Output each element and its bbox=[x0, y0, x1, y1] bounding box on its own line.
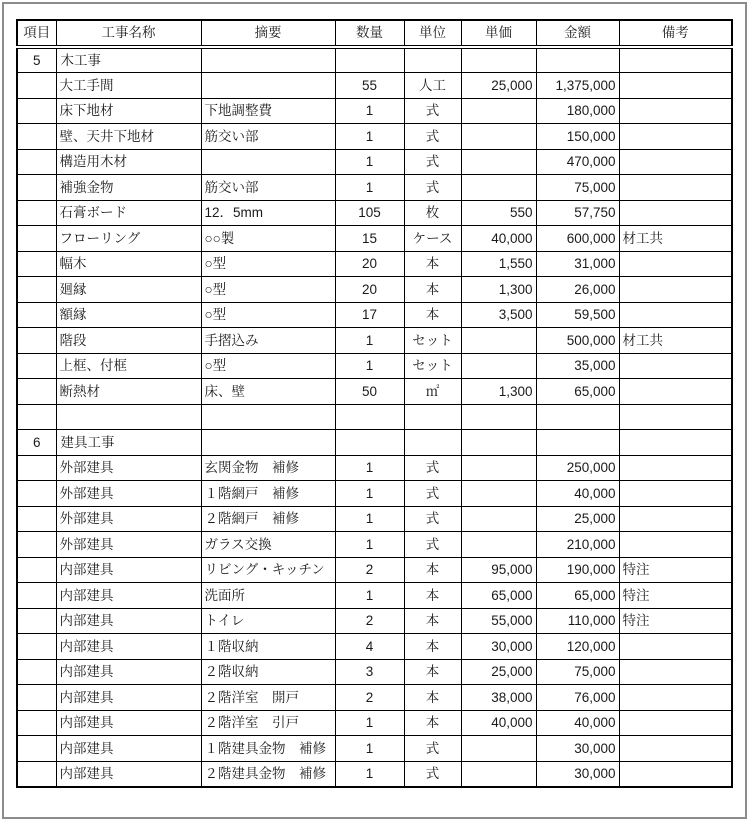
table-row bbox=[17, 226, 732, 252]
cell-summary: ガラス交換 bbox=[201, 532, 335, 558]
cell-summary bbox=[201, 430, 335, 456]
cell-summary: １階収納 bbox=[201, 634, 335, 660]
cell-note bbox=[619, 277, 732, 303]
table-row bbox=[17, 583, 732, 609]
cell-qty: 2 bbox=[335, 608, 404, 634]
table-row bbox=[17, 761, 732, 787]
cell-unit: 本 bbox=[404, 251, 461, 277]
cell-amount: 210,000 bbox=[536, 532, 619, 558]
cell-amount: 120,000 bbox=[536, 634, 619, 660]
cell-unit: 式 bbox=[404, 455, 461, 481]
cell-summary: ○型 bbox=[201, 353, 335, 379]
cell-name: 外部建具 bbox=[56, 506, 201, 532]
cell-qty: 20 bbox=[335, 251, 404, 277]
cell-item_no bbox=[17, 149, 56, 175]
cell-note bbox=[619, 47, 732, 73]
cell-note: 特注 bbox=[619, 583, 732, 609]
table-row bbox=[17, 404, 732, 430]
table-row bbox=[17, 659, 732, 685]
column-header-name: 工事名称 bbox=[56, 20, 201, 47]
cell-unit_price bbox=[461, 98, 536, 124]
cell-unit: 本 bbox=[404, 302, 461, 328]
cell-unit: 本 bbox=[404, 659, 461, 685]
cell-item_no bbox=[17, 277, 56, 303]
cell-amount: 110,000 bbox=[536, 608, 619, 634]
cell-amount: 65,000 bbox=[536, 379, 619, 405]
cell-summary: １階建具金物 補修 bbox=[201, 736, 335, 762]
cell-qty: 1 bbox=[335, 532, 404, 558]
cell-item_no bbox=[17, 73, 56, 99]
cell-note bbox=[619, 532, 732, 558]
cell-unit_price: 40,000 bbox=[461, 710, 536, 736]
cell-name: 内部建具 bbox=[56, 583, 201, 609]
cell-amount: 250,000 bbox=[536, 455, 619, 481]
cell-note bbox=[619, 353, 732, 379]
cell-summary: トイレ bbox=[201, 608, 335, 634]
table-row bbox=[17, 557, 732, 583]
cell-summary: ２階網戸 補修 bbox=[201, 506, 335, 532]
cell-note bbox=[619, 659, 732, 685]
cell-summary: ２階収納 bbox=[201, 659, 335, 685]
cell-qty: 1 bbox=[335, 481, 404, 507]
cell-unit: 式 bbox=[404, 736, 461, 762]
cell-item_no bbox=[17, 353, 56, 379]
table-row bbox=[17, 481, 732, 507]
cell-unit_price bbox=[461, 149, 536, 175]
cell-amount: 57,750 bbox=[536, 200, 619, 226]
cell-unit_price bbox=[461, 353, 536, 379]
cell-name: フローリング bbox=[56, 226, 201, 252]
cell-amount: 1,375,000 bbox=[536, 73, 619, 99]
section-row bbox=[17, 430, 732, 456]
cell-name: 額縁 bbox=[56, 302, 201, 328]
cell-item_no bbox=[17, 175, 56, 201]
cell-note bbox=[619, 481, 732, 507]
table-row bbox=[17, 634, 732, 660]
cell-note bbox=[619, 379, 732, 405]
cell-note bbox=[619, 455, 732, 481]
cell-name: 木工事 bbox=[56, 47, 201, 73]
cell-unit_price bbox=[461, 430, 536, 456]
cell-unit: 式 bbox=[404, 149, 461, 175]
cell-amount: 150,000 bbox=[536, 124, 619, 150]
cell-name: 内部建具 bbox=[56, 634, 201, 660]
column-header-unit_price: 単価 bbox=[461, 20, 536, 47]
cell-amount: 190,000 bbox=[536, 557, 619, 583]
cell-unit_price: 1,550 bbox=[461, 251, 536, 277]
table-row bbox=[17, 98, 732, 124]
table-row bbox=[17, 277, 732, 303]
cell-name: 断熱材 bbox=[56, 379, 201, 405]
cell-name: 補強金物 bbox=[56, 175, 201, 201]
cell-unit_price bbox=[461, 404, 536, 430]
column-header-item_no: 項目 bbox=[17, 20, 56, 47]
table-row bbox=[17, 124, 732, 150]
cell-unit_price: 65,000 bbox=[461, 583, 536, 609]
table-row bbox=[17, 353, 732, 379]
cell-item_no bbox=[17, 532, 56, 558]
cell-amount: 76,000 bbox=[536, 685, 619, 711]
cell-name: 内部建具 bbox=[56, 710, 201, 736]
table-row bbox=[17, 175, 732, 201]
table-row bbox=[17, 736, 732, 762]
cell-unit_price bbox=[461, 736, 536, 762]
cell-unit_price: 1,300 bbox=[461, 277, 536, 303]
cell-item_no bbox=[17, 200, 56, 226]
cell-name: 内部建具 bbox=[56, 659, 201, 685]
cell-item_no bbox=[17, 557, 56, 583]
cell-qty: 1 bbox=[335, 353, 404, 379]
cell-unit_price bbox=[461, 47, 536, 73]
cell-unit: 人工 bbox=[404, 73, 461, 99]
cell-unit: 枚 bbox=[404, 200, 461, 226]
cell-qty: 1 bbox=[335, 149, 404, 175]
cell-item_no bbox=[17, 379, 56, 405]
cell-item_no bbox=[17, 583, 56, 609]
cell-qty: 4 bbox=[335, 634, 404, 660]
cell-note bbox=[619, 98, 732, 124]
cell-item_no bbox=[17, 608, 56, 634]
table-row bbox=[17, 328, 732, 354]
cell-name: 床下地材 bbox=[56, 98, 201, 124]
cell-amount: 500,000 bbox=[536, 328, 619, 354]
cell-note bbox=[619, 175, 732, 201]
table-row bbox=[17, 455, 732, 481]
cell-unit: 本 bbox=[404, 277, 461, 303]
cell-summary bbox=[201, 73, 335, 99]
column-header-summary: 摘要 bbox=[201, 20, 335, 47]
cell-note: 特注 bbox=[619, 557, 732, 583]
cell-name: 外部建具 bbox=[56, 481, 201, 507]
table-row bbox=[17, 532, 732, 558]
cell-name: 廻縁 bbox=[56, 277, 201, 303]
column-header-qty: 数量 bbox=[335, 20, 404, 47]
cell-summary: ２階洋室 開戸 bbox=[201, 685, 335, 711]
cell-unit: 式 bbox=[404, 506, 461, 532]
cell-qty: 3 bbox=[335, 659, 404, 685]
table-row bbox=[17, 710, 732, 736]
cell-summary: ２階洋室 引戸 bbox=[201, 710, 335, 736]
cell-amount: 35,000 bbox=[536, 353, 619, 379]
cell-name: 階段 bbox=[56, 328, 201, 354]
cell-name: 構造用木材 bbox=[56, 149, 201, 175]
table-body bbox=[17, 47, 732, 787]
cell-item_no bbox=[17, 710, 56, 736]
cell-name: 外部建具 bbox=[56, 455, 201, 481]
cell-summary: 筋交い部 bbox=[201, 175, 335, 201]
cell-note bbox=[619, 761, 732, 787]
cell-unit: 本 bbox=[404, 710, 461, 736]
cell-qty: 2 bbox=[335, 557, 404, 583]
cell-item_no bbox=[17, 736, 56, 762]
cell-qty bbox=[335, 404, 404, 430]
cell-summary: リビング・キッチン bbox=[201, 557, 335, 583]
cell-amount: 26,000 bbox=[536, 277, 619, 303]
cell-summary bbox=[201, 149, 335, 175]
cell-amount: 40,000 bbox=[536, 710, 619, 736]
cell-item_no bbox=[17, 98, 56, 124]
cell-summary: ○○製 bbox=[201, 226, 335, 252]
cell-unit_price bbox=[461, 532, 536, 558]
cell-summary: 床、壁 bbox=[201, 379, 335, 405]
cell-item_no bbox=[17, 328, 56, 354]
cell-item_no bbox=[17, 455, 56, 481]
cell-summary: 玄関金物 補修 bbox=[201, 455, 335, 481]
cell-amount: 25,000 bbox=[536, 506, 619, 532]
table-row bbox=[17, 73, 732, 99]
cell-qty: 55 bbox=[335, 73, 404, 99]
cell-summary: ○型 bbox=[201, 277, 335, 303]
cell-amount: 180,000 bbox=[536, 98, 619, 124]
cell-unit: 式 bbox=[404, 175, 461, 201]
cell-unit: 式 bbox=[404, 481, 461, 507]
cell-qty: 1 bbox=[335, 124, 404, 150]
cell-note bbox=[619, 506, 732, 532]
table-row bbox=[17, 251, 732, 277]
cell-unit bbox=[404, 47, 461, 73]
cell-unit_price: 3,500 bbox=[461, 302, 536, 328]
cell-name: 建具工事 bbox=[56, 430, 201, 456]
cell-item_no: 5 bbox=[17, 47, 56, 73]
table-row bbox=[17, 379, 732, 405]
cell-amount: 30,000 bbox=[536, 761, 619, 787]
cell-item_no bbox=[17, 404, 56, 430]
cell-amount: 75,000 bbox=[536, 659, 619, 685]
cell-unit: ㎡ bbox=[404, 379, 461, 405]
cell-unit_price: 38,000 bbox=[461, 685, 536, 711]
cell-name: 内部建具 bbox=[56, 557, 201, 583]
cell-note bbox=[619, 73, 732, 99]
cell-unit_price: 550 bbox=[461, 200, 536, 226]
cell-name: 内部建具 bbox=[56, 685, 201, 711]
cell-amount: 600,000 bbox=[536, 226, 619, 252]
cell-qty: 20 bbox=[335, 277, 404, 303]
cell-name: 石膏ボード bbox=[56, 200, 201, 226]
cell-unit_price bbox=[461, 506, 536, 532]
cell-unit_price: 1,300 bbox=[461, 379, 536, 405]
cell-amount: 40,000 bbox=[536, 481, 619, 507]
cell-item_no bbox=[17, 481, 56, 507]
cell-note bbox=[619, 430, 732, 456]
cell-summary bbox=[201, 404, 335, 430]
cell-summary: 下地調整費 bbox=[201, 98, 335, 124]
table-row bbox=[17, 302, 732, 328]
cell-unit_price bbox=[461, 761, 536, 787]
cell-unit: 式 bbox=[404, 761, 461, 787]
cell-name: 内部建具 bbox=[56, 608, 201, 634]
cell-unit_price: 25,000 bbox=[461, 659, 536, 685]
cell-summary: ２階建具金物 補修 bbox=[201, 761, 335, 787]
cell-unit_price: 25,000 bbox=[461, 73, 536, 99]
cell-note bbox=[619, 736, 732, 762]
cell-unit_price: 30,000 bbox=[461, 634, 536, 660]
cell-unit: 式 bbox=[404, 124, 461, 150]
cell-unit: セット bbox=[404, 328, 461, 354]
cell-note bbox=[619, 404, 732, 430]
cell-note bbox=[619, 685, 732, 711]
section-row bbox=[17, 47, 732, 73]
table-row bbox=[17, 149, 732, 175]
cell-qty: 2 bbox=[335, 685, 404, 711]
cell-name: 壁、天井下地材 bbox=[56, 124, 201, 150]
cell-note bbox=[619, 710, 732, 736]
cell-name: 内部建具 bbox=[56, 761, 201, 787]
cell-name bbox=[56, 404, 201, 430]
cell-unit_price: 40,000 bbox=[461, 226, 536, 252]
cell-note: 材工共 bbox=[619, 226, 732, 252]
cell-item_no bbox=[17, 124, 56, 150]
cell-summary: 洗面所 bbox=[201, 583, 335, 609]
cell-item_no bbox=[17, 685, 56, 711]
cell-name: 幅木 bbox=[56, 251, 201, 277]
cell-unit_price bbox=[461, 124, 536, 150]
cell-amount: 75,000 bbox=[536, 175, 619, 201]
cell-unit: 本 bbox=[404, 557, 461, 583]
cell-summary: 筋交い部 bbox=[201, 124, 335, 150]
cell-qty: 1 bbox=[335, 506, 404, 532]
cell-unit: 式 bbox=[404, 532, 461, 558]
cell-amount bbox=[536, 430, 619, 456]
cell-item_no bbox=[17, 302, 56, 328]
cell-item_no: 6 bbox=[17, 430, 56, 456]
cell-qty: 17 bbox=[335, 302, 404, 328]
cell-summary: １階網戸 補修 bbox=[201, 481, 335, 507]
cell-qty: 1 bbox=[335, 583, 404, 609]
cell-unit_price: 95,000 bbox=[461, 557, 536, 583]
cell-qty: 1 bbox=[335, 455, 404, 481]
table-row bbox=[17, 608, 732, 634]
cell-note bbox=[619, 149, 732, 175]
cell-item_no bbox=[17, 634, 56, 660]
cell-item_no bbox=[17, 226, 56, 252]
cell-note bbox=[619, 634, 732, 660]
cell-amount: 470,000 bbox=[536, 149, 619, 175]
cell-qty: 105 bbox=[335, 200, 404, 226]
cell-item_no bbox=[17, 506, 56, 532]
cell-qty bbox=[335, 47, 404, 73]
cell-amount: 59,500 bbox=[536, 302, 619, 328]
cell-note: 特注 bbox=[619, 608, 732, 634]
cell-name: 外部建具 bbox=[56, 532, 201, 558]
cell-unit_price: 55,000 bbox=[461, 608, 536, 634]
column-header-note: 備考 bbox=[619, 20, 732, 47]
table-row bbox=[17, 685, 732, 711]
cell-note bbox=[619, 251, 732, 277]
column-header-unit: 単位 bbox=[404, 20, 461, 47]
cell-note bbox=[619, 124, 732, 150]
cell-qty: 50 bbox=[335, 379, 404, 405]
cell-qty: 1 bbox=[335, 736, 404, 762]
cell-amount bbox=[536, 404, 619, 430]
cell-summary bbox=[201, 47, 335, 73]
table-row bbox=[17, 506, 732, 532]
cell-unit_price bbox=[461, 455, 536, 481]
cell-unit: セット bbox=[404, 353, 461, 379]
cell-name: 大工手間 bbox=[56, 73, 201, 99]
cell-amount bbox=[536, 47, 619, 73]
cell-summary: 12．5mm bbox=[201, 200, 335, 226]
cell-unit: 式 bbox=[404, 98, 461, 124]
cell-unit_price bbox=[461, 175, 536, 201]
cell-note bbox=[619, 302, 732, 328]
table-row bbox=[17, 200, 732, 226]
estimate-table bbox=[16, 19, 733, 788]
cell-summary: ○型 bbox=[201, 302, 335, 328]
cell-qty bbox=[335, 430, 404, 456]
cell-summary: ○型 bbox=[201, 251, 335, 277]
cell-summary: 手摺込み bbox=[201, 328, 335, 354]
cell-unit: 本 bbox=[404, 685, 461, 711]
cell-name: 上框、付框 bbox=[56, 353, 201, 379]
cell-unit: 本 bbox=[404, 634, 461, 660]
cell-item_no bbox=[17, 761, 56, 787]
cell-note bbox=[619, 200, 732, 226]
cell-qty: 1 bbox=[335, 98, 404, 124]
cell-qty: 1 bbox=[335, 175, 404, 201]
cell-name: 内部建具 bbox=[56, 736, 201, 762]
cell-unit: ケース bbox=[404, 226, 461, 252]
cell-amount: 31,000 bbox=[536, 251, 619, 277]
cell-unit: 本 bbox=[404, 583, 461, 609]
cell-item_no bbox=[17, 251, 56, 277]
cell-item_no bbox=[17, 659, 56, 685]
cell-qty: 15 bbox=[335, 226, 404, 252]
header-row bbox=[17, 20, 732, 47]
cell-qty: 1 bbox=[335, 328, 404, 354]
cell-unit: 本 bbox=[404, 608, 461, 634]
cell-unit bbox=[404, 430, 461, 456]
cell-note: 材工共 bbox=[619, 328, 732, 354]
cell-amount: 65,000 bbox=[536, 583, 619, 609]
cell-qty: 1 bbox=[335, 761, 404, 787]
cell-unit bbox=[404, 404, 461, 430]
cell-qty: 1 bbox=[335, 710, 404, 736]
cell-amount: 30,000 bbox=[536, 736, 619, 762]
cell-unit_price bbox=[461, 328, 536, 354]
cell-unit_price bbox=[461, 481, 536, 507]
column-header-amount: 金額 bbox=[536, 20, 619, 47]
